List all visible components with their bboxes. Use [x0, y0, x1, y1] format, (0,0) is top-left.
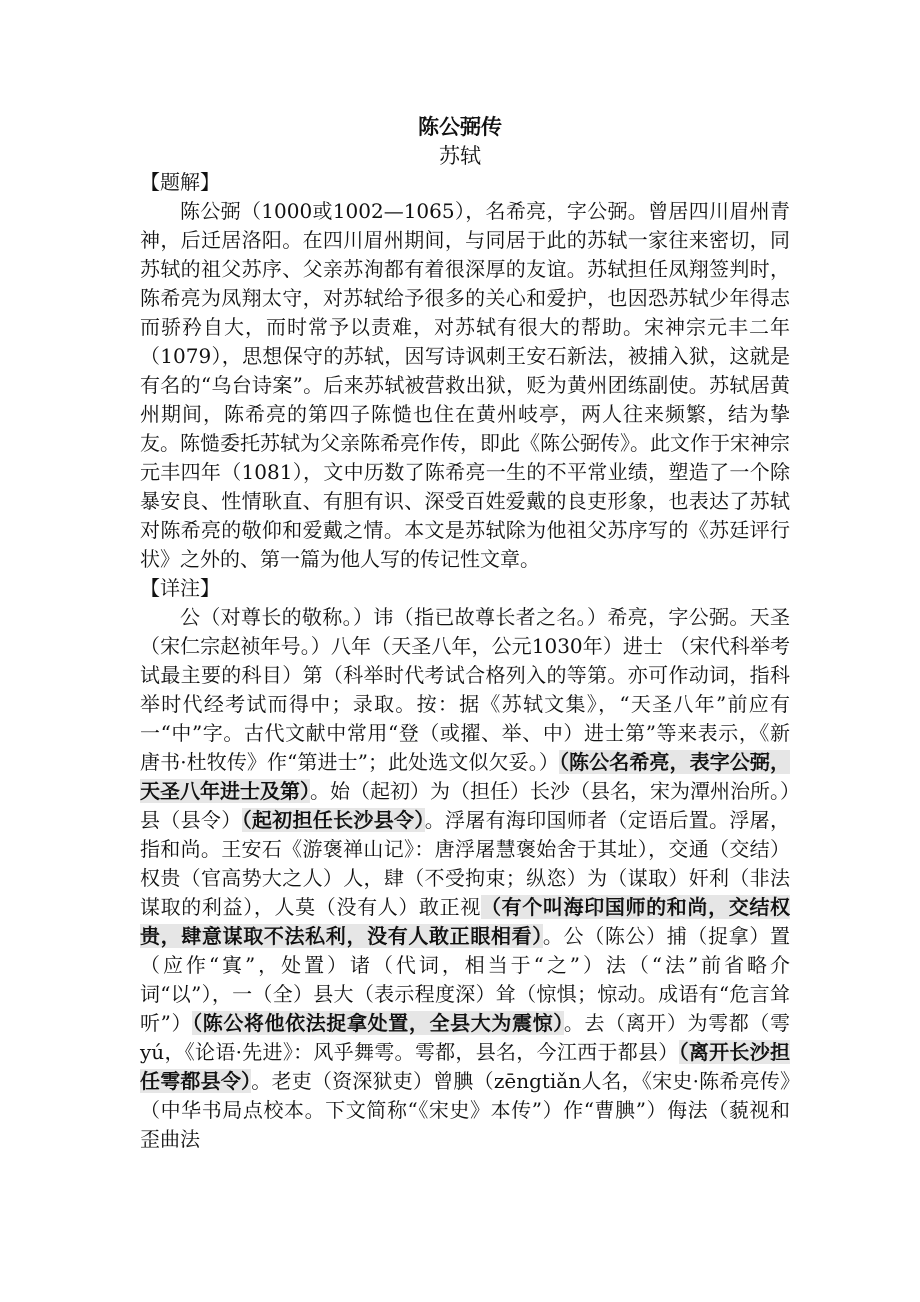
- document-author: 苏轼: [439, 144, 481, 168]
- section-heading-xiangzhu: 【详注】: [140, 576, 220, 600]
- translation-highlight: （陈公名希亮，表字公弼，天圣八年进士及第）: [140, 750, 790, 803]
- text-run: 公（对尊长的敬称。）讳（指已故尊长者之名。）希亮，字公弼。天圣（宋仁宗赵祯年号。）八年（天圣八年，公元1030年）进士 （宋代科举考试最主要的科目）第（科举时代考试合格列入的等第。亦可作动词，指科举时代经考试而得中；录取。按：据《苏轼文集》，“天圣八年”前应有一“中”字。古代文献中常用“登（或擢、举、中）进士第”等来表示，《新唐书·杜牧传》作“第进士”；此处选文似欠妥。）: [140, 605, 790, 774]
- translation-highlight: （离开长沙担任雩都县令）: [140, 1040, 790, 1093]
- xiangzhu-paragraph: [140, 603, 790, 1154]
- text-run: 陈公弼（1000或1002—1065），名希亮，字公弼。曾居四川眉州青神，后迁居洛阳。在四川眉州期间，与同居于此的苏轼一家往来密切，同苏轼的祖父苏序、父亲苏洵都有着很深厚的友谊。苏轼担任凤翔签判时，陈希亮为凤翔太守，对苏轼给予很多的关心和爱护，也因恐苏轼少年得志而骄矜自大，而时常予以责难，对苏轼有很大的帮助。宋神宗元丰二年（1079），思想保守的苏轼，因写诗讽刺王安石新法，被捕入狱，这就是有名的“乌台诗案”。后来苏轼被营救出狱，贬为黄州团练副使。苏轼居黄州期间，陈希亮的第四子陈慥也住在黄州岐亭，两人往来频繁，结为挚友。陈慥委托苏轼为父亲陈希亮作传，即此《陈公弼传》。此文作于宋神宗元丰四年（1081），文中历数了陈希亮一生的不平常业绩，塑造了一个除暴安良、性情耿直、有胆有识、深受百姓爱戴的良吏形象，也表达了苏轼对陈希亮的敬仰和爱戴之情。本文是苏轼除为他祖父苏序写的《苏廷评行状》之外的、第一篇为他人写的传记性文章。: [140, 199, 790, 571]
- translation-highlight: （陈公将他依法捉拿处置，全县大为震惊）: [192, 1011, 564, 1035]
- text-run: 。始（起初）为（担任）长沙（县名，宋为潭州治所。）县（县令）: [140, 779, 790, 832]
- document-title: 陈公弼传: [418, 114, 502, 139]
- section-heading-tijie: 【题解】: [140, 170, 220, 194]
- tijie-paragraph: [140, 197, 790, 574]
- translation-highlight: （起初担任长沙县令）: [241, 808, 425, 832]
- text-run: 。浮屠有海印国师者（定语后置。浮屠，指和尚。王安石《游褒禅山记》：唐浮屠慧褒始舍于其址），交通（交结）权贵（官高势大之人）人，肆（不受拘束；纵恣）为（谋取）奸利（非法谋取的利益），人莫（没有人）敢正视: [140, 808, 790, 919]
- document-body: [140, 168, 790, 1154]
- text-run: 。老吏（资深狱吏）曾腆（zēngtiǎn人名，《宋史·陈希亮传》（中华书局点校本。下文简称“《宋史》本传”）作“曹腆”）侮法（藐视和歪曲法: [140, 1069, 791, 1151]
- translation-highlight: （有个叫海印国师的和尚，交结权贵，肆意谋取不法私利，没有人敢正眼相看）: [140, 895, 791, 948]
- text-run: 。去（离开）为雩都（雩yú，《论语·先进》：风乎舞雩。雩都，县名，今江西于都县）: [140, 1011, 791, 1064]
- text-run: 。公（陈公）捕（捉拿）置（应作“寘”，处置）诸（代词，相当于“之”）法（“法”前省略介词“以”），一（全）县大（表示程度深）耸（惊惧；惊动。成语有“危言耸听”）: [140, 924, 791, 1035]
